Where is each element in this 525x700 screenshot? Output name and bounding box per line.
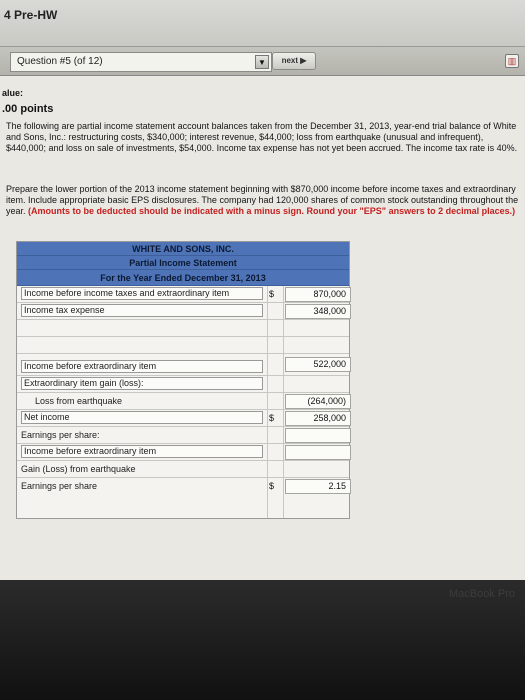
table-row: [17, 410, 349, 427]
question-paragraph-1: The following are partial income statement account balances taken from the December 31, 2013, year-end trial balance of White and Sons, Inc.: restructuring costs, $340,000; interest revenue, $44,000; loss from earthquake (unusual and infrequent), $440,000; and loss on sale of investments, $54,000. Income tax expense has not yet been accrued. The income tax rate is 40%.: [6, 121, 518, 153]
amount-input[interactable]: 258,000: [285, 411, 351, 426]
table-row: [17, 303, 349, 320]
amount-input[interactable]: [285, 445, 351, 460]
points-label: .00 points: [2, 103, 54, 115]
table-row: [17, 337, 349, 354]
instructions-text: Prepare the lower portion of the 2013 income statement beginning with $870,000 income before income taxes and extraordinary item. Include appropriate basic EPS disclosures. The company had 120,000 shares of common stock outstanding throughout the year.: [6, 184, 519, 216]
amount-input[interactable]: 870,000: [285, 287, 351, 302]
question-paragraph-2: [6, 184, 521, 217]
window-title: 4 Pre-HW: [4, 8, 58, 22]
amount-input[interactable]: [285, 321, 351, 336]
table-row: [17, 376, 349, 393]
table-row: [17, 478, 349, 495]
device-brand-label: MacBook Pro: [448, 588, 515, 600]
laptop-bezel: [0, 580, 525, 700]
row-label-input[interactable]: [21, 323, 263, 336]
row-label-input[interactable]: Net income: [21, 411, 263, 424]
row-label-input[interactable]: Gain (Loss) from earthquake: [21, 464, 136, 474]
amount-input[interactable]: 348,000: [285, 304, 351, 319]
statement-period: For the Year Ended December 31, 2013: [17, 270, 349, 286]
table-row: [17, 354, 349, 376]
amount-input[interactable]: [285, 377, 351, 392]
chevron-down-icon[interactable]: ▼: [255, 55, 269, 69]
amount-input[interactable]: 2.15: [285, 479, 351, 494]
amount-input[interactable]: (264,000): [285, 394, 351, 409]
row-label-input[interactable]: Income before extraordinary item: [21, 445, 263, 458]
row-label-input[interactable]: Extraordinary item gain (loss):: [21, 377, 263, 390]
value-label: alue:: [2, 88, 24, 98]
row-label-input[interactable]: Income before extraordinary item: [21, 360, 263, 373]
amount-input[interactable]: [285, 462, 351, 477]
row-label-input[interactable]: Earnings per share: [21, 481, 98, 491]
question-nav-bar: [0, 46, 525, 76]
amount-input[interactable]: 522,000: [285, 357, 351, 372]
row-label-input[interactable]: Income tax expense: [21, 304, 263, 317]
statement-company: WHITE AND SONS, INC.: [17, 242, 349, 256]
window-titlebar: [0, 0, 525, 46]
dollar-sign: $: [269, 289, 275, 299]
table-row: [17, 286, 349, 303]
question-selector[interactable]: [10, 52, 272, 72]
amount-input[interactable]: [285, 428, 351, 443]
row-label-input[interactable]: Income before income taxes and extraordinary item: [21, 287, 263, 300]
row-label-input[interactable]: Loss from earthquake: [35, 396, 123, 406]
table-row: [17, 461, 349, 478]
dollar-sign: $: [269, 481, 275, 491]
table-row: [17, 320, 349, 337]
instructions-red-text: (Amounts to be deducted should be indicated with a minus sign. Round your "EPS" answers to 2 decimal places.): [28, 206, 516, 216]
row-label-input[interactable]: [21, 340, 263, 353]
amount-input[interactable]: [285, 338, 351, 353]
table-row: [17, 427, 349, 444]
table-row: [17, 444, 349, 461]
row-label-input[interactable]: Earnings per share:: [21, 430, 100, 440]
income-statement-table: [16, 241, 350, 519]
table-row: [17, 393, 349, 410]
statement-title: Partial Income Statement: [17, 256, 349, 270]
question-selector-label: Question #5 (of 12): [17, 56, 103, 67]
question-content: [0, 76, 525, 580]
dollar-sign: $: [269, 413, 275, 423]
next-button[interactable]: next ▶: [272, 52, 316, 70]
book-icon[interactable]: ▥: [505, 54, 519, 68]
